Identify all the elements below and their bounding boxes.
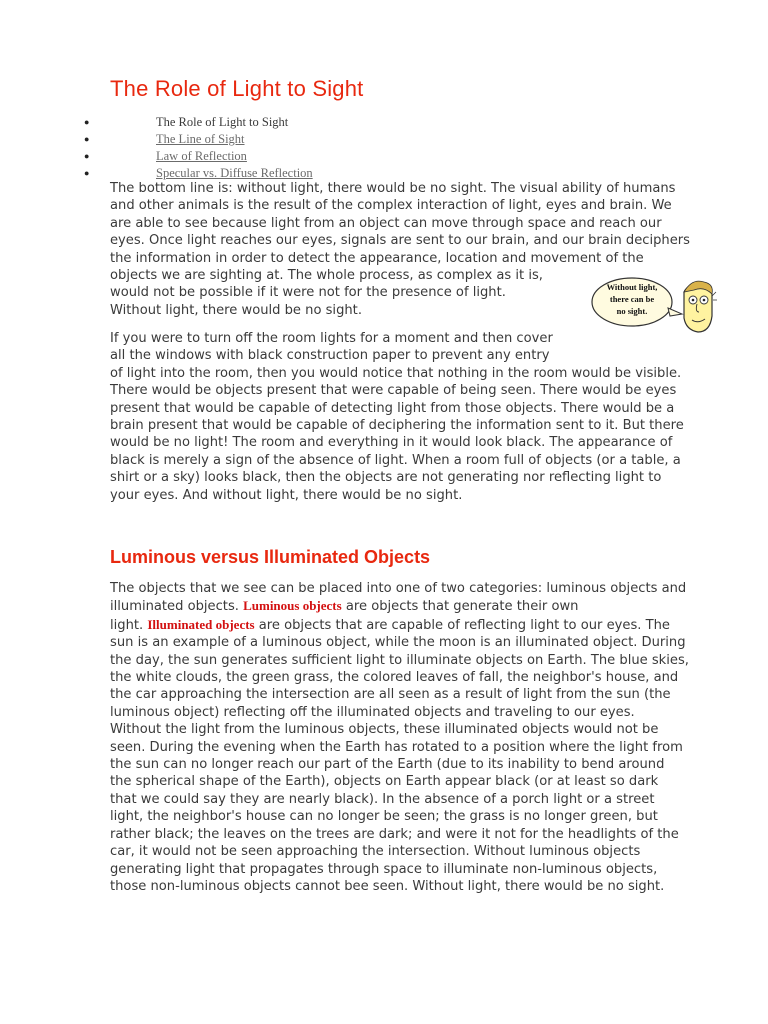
text-line: brain present that would be capable of deciphering the information sent to it. But there [110,418,684,434]
text-line: The objects that we see can be placed into one of two categories: luminous objects and [110,581,687,596]
text-line: the spherical shape of the Earth), objects on Earth appear black (or at least so dark [110,774,659,790]
text-line: black is merely a sign of the absence of light. When a room full of objects (or a table, a [110,452,681,468]
paragraph-luminous [110,580,689,895]
text-line: the white clouds, the green grass, the colored leaves of fall, the neighbor's house, and [110,670,679,686]
text-line: your eyes. And without light, there would be no sight. [110,487,463,503]
cartoon-face-icon [684,281,717,332]
toc-link-law-of-reflection[interactable]: Law of Reflection [156,149,247,163]
cartoon-illustration [584,274,718,338]
term-illuminated-objects: Illuminated objects [147,616,255,632]
text-line: present that would be capable of detecting light from those objects. There would be a [110,400,675,416]
text-line: of light into the room, then you would notice that nothing in the room would be visible. [110,365,682,381]
text-line: There would be objects present that were capable of being seen. There would be eyes [110,383,677,399]
text-line: The bottom line is: without light, there would be no sight. The visual ability of humans [110,181,676,196]
text-line: light, the neighbor's house can no longer be seen; the grass is no longer green, but [110,809,658,825]
bullet-icon: ● [84,117,90,127]
section-heading: Luminous versus Illuminated Objects [110,547,431,567]
bubble-text-2: there can be [609,294,655,304]
text-line: eyes. Once light reaches our eyes, signals are sent to our brain, and our brain deciphers [110,233,690,249]
text-line: If you were to turn off the room lights for a moment and then cover [110,331,553,346]
text-line: those non-luminous objects cannot bee seen. Without light, there would be no sight. [110,878,665,894]
text-line: the car approaching the intersection are all seen as a result of light from the sun (the [110,687,671,703]
text-fragment: light. [110,617,148,633]
text-line: all the windows with black construction paper to prevent any entry [110,348,550,364]
text-line: are able to see because light from an object can move through space and reach our [110,215,662,231]
text-line: rather black; the leaves on the trees are dark; and were it not for the headlights of the [110,826,679,842]
text-line: that we could say they are nearly black). In the absence of a porch light or a street [110,791,655,807]
text-line: would not be possible if it were not for the presence of light. [110,285,506,301]
text-line: seen. During the evening when the Earth has rotated to a position where the light from [110,739,683,755]
bullet-icon: ● [84,168,90,178]
page-title: The Role of Light to Sight [110,76,364,101]
text-fragment: are objects that are capable of reflecting light to our eyes. The [254,617,670,633]
text-line: would be no light! The room and everything in it would look black. The appearance of [110,435,673,451]
text-line: the sun can no longer reach our part of the Earth (due to its inability to bend around [110,757,665,773]
text-line: Without light, there would be no sight. [110,302,362,318]
toc-link-specular-diffuse[interactable]: Specular vs. Diffuse Reflection [156,166,313,180]
text-line: car, it would not be seen approaching the intersection. Without luminous objects [110,844,641,860]
bubble-text-3: no sight. [616,306,648,316]
term-luminous-objects: Luminous objects [243,598,342,614]
toc-link-line-of-sight[interactable]: The Line of Sight [156,132,245,146]
bullet-icon: ● [84,134,90,144]
text-line: the information in order to detect the appearance, location and movement of the [110,250,644,266]
bullet-icon: ● [84,151,90,161]
toc-item-current: The Role of Light to Sight [156,115,289,129]
text-line: luminous object) reflecting off the illuminated objects and traveling to our eyes. [110,704,635,720]
text-line: and other animals is the result of the complex interaction of light, eyes and brain. We [110,198,672,214]
text-line: objects we are sighting at. The whole process, as complex as it is, [110,268,543,284]
text-line: sun is an example of a luminous object, while the moon is an illuminated object. During [110,635,686,651]
text-line: shirt or a sky) looks black, then the objects are not generating nor reflecting light to [110,470,662,486]
text-fragment: are objects that generate their own [341,599,579,615]
text-line: the day, the sun generates sufficient light to illuminate objects on Earth. The blue skies, [110,652,689,668]
paragraph-dark-room [110,330,684,504]
text-line: Without the light from the luminous objects, these illuminated objects would not be [110,722,659,738]
text-fragment: illuminated objects. [110,599,244,615]
bubble-text-1: Without light, [606,282,658,292]
text-line: generating light that propagates through space to illuminate non-luminous objects, [110,861,658,877]
